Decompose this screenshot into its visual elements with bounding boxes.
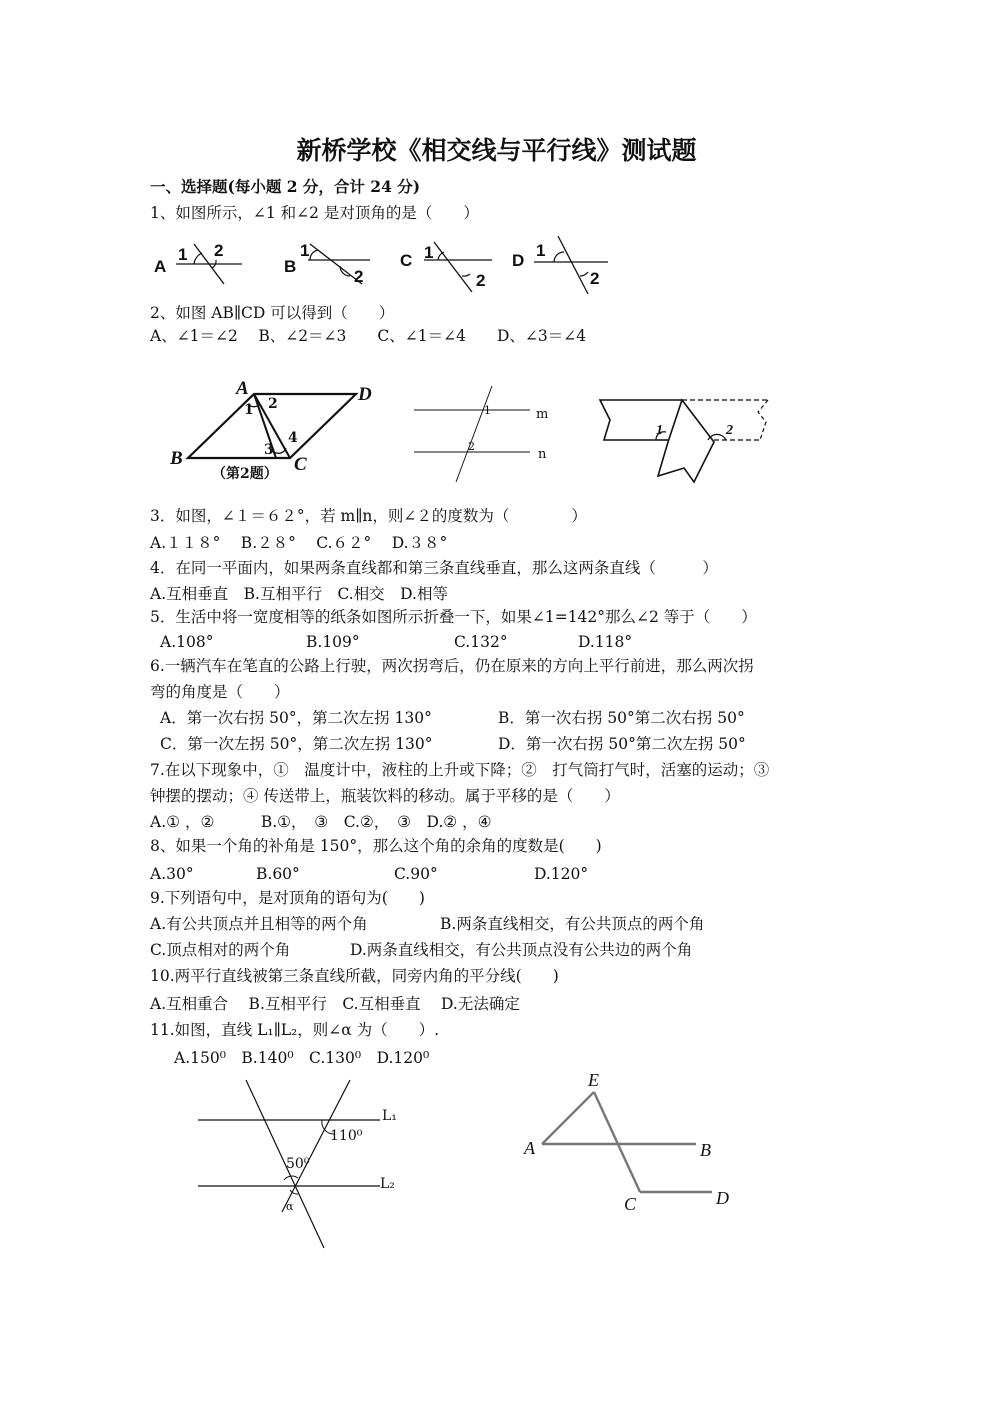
question-4: 4．在同一平面内，如果两条直线都和第三条直线垂直，那么这两条直线（ ） bbox=[150, 559, 718, 577]
question-5: 5．生活中将一宽度相等的纸条如图所示折叠一下，如果∠1=142°那么∠2 等于（ ） bbox=[150, 608, 757, 626]
question-5-option-a: A.108° bbox=[160, 633, 214, 651]
fold-angle-2: 2 bbox=[726, 423, 733, 438]
angle-alpha-label: α bbox=[286, 1200, 294, 1213]
vertex-d: D bbox=[358, 384, 372, 405]
question-8-option-a: A.30° bbox=[150, 865, 194, 883]
q1c-angle-2: 2 bbox=[476, 271, 486, 290]
question-3-options: A.１１８° B.２８° C.６２° D.３８° bbox=[150, 534, 448, 552]
question-6-line2: 弯的角度是（ ） bbox=[150, 683, 290, 701]
question-9-option-b: B.两条直线相交，有公共顶点的两个角 bbox=[440, 915, 705, 933]
question-7-line1: 7.在以下现象中，① 温度计中，液柱的上升或下降；② 打气筒打气时，活塞的运动；③ bbox=[150, 761, 770, 779]
point-c: C bbox=[624, 1194, 637, 1214]
vertex-a: A bbox=[236, 378, 249, 399]
question-5-option-b: B.109° bbox=[306, 633, 360, 651]
question-4-options: A.互相垂直 B.互相平行 C.相交 D.相等 bbox=[150, 585, 448, 603]
question-8: 8、如果一个角的补角是 150°，那么这个角的余角的度数是( ) bbox=[150, 837, 602, 855]
q1-figure-c bbox=[396, 236, 496, 296]
point-a: A bbox=[524, 1138, 535, 1158]
q1-figure-a bbox=[150, 236, 250, 286]
lines-angle-2: 2 bbox=[468, 440, 475, 453]
angle-110-label: 110⁰ bbox=[330, 1128, 363, 1144]
question-6-option-d: D．第一次右拐 50°第二次左拐 50° bbox=[498, 735, 746, 753]
question-5-option-c: C.132° bbox=[454, 633, 508, 651]
q1a-angle-1: 1 bbox=[178, 245, 188, 264]
question-8-option-b: B.60° bbox=[256, 865, 300, 883]
page-title: 新桥学校《相交线与平行线》测试题 bbox=[296, 136, 697, 165]
question-6-option-c: C．第一次左拐 50°，第二次左拐 130° bbox=[160, 735, 433, 753]
para-angle-2: 2 bbox=[268, 396, 278, 412]
question-8-option-c: C.90° bbox=[394, 865, 438, 883]
question-2-options: A、∠1＝∠2 B、∠2＝∠3 C、∠1＝∠4 D、∠3＝∠4 bbox=[150, 327, 587, 345]
para-angle-3: 3 bbox=[264, 442, 274, 458]
question-6-option-a: A．第一次右拐 50°，第二次左拐 130° bbox=[160, 709, 432, 727]
question-7-options: A.① ，② B.①， ③ C.②， ③ D.② ，④ bbox=[150, 813, 492, 831]
vertex-b: B bbox=[170, 448, 183, 469]
question-10-options: A.互相重合 B.互相平行 C.互相垂直 D.无法确定 bbox=[150, 995, 520, 1013]
lines-angle-1: 1 bbox=[484, 404, 491, 417]
question-11: 11.如图，直线 L₁∥L₂，则∠α 为（ ）. bbox=[150, 1021, 440, 1039]
q1-figure-d bbox=[508, 232, 618, 296]
q1b-angle-2: 2 bbox=[354, 267, 364, 286]
parallel-lines-figure bbox=[410, 384, 570, 484]
question-8-option-d: D.120° bbox=[534, 865, 589, 883]
fold-angle-1: 1 bbox=[656, 423, 663, 438]
line-l2-label: L₂ bbox=[380, 1176, 395, 1192]
question-7-line2: 钟摆的摆动；④ 传送带上，瓶装饮料的移动。属于平移的是（ ） bbox=[150, 787, 620, 805]
question-9: 9.下列语句中，是对顶角的语句为( ) bbox=[150, 889, 425, 907]
question-9-option-d: D.两条直线相交，有公共顶点没有公共边的两个角 bbox=[350, 941, 693, 959]
para-angle-4: 4 bbox=[288, 430, 298, 446]
para-angle-1: 1 bbox=[244, 402, 254, 418]
folded-strip-figure bbox=[596, 396, 781, 492]
question-2: 2、如图 AB∥CD 可以得到（ ） bbox=[150, 304, 395, 322]
q1c-angle-1: 1 bbox=[424, 243, 434, 262]
question-9-option-a: A.有公共顶点并且相等的两个角 bbox=[150, 915, 368, 933]
q1a-angle-2: 2 bbox=[214, 241, 224, 260]
question-6-option-b: B．第一次右拐 50°第二次右拐 50° bbox=[498, 709, 745, 727]
question-10: 10.两平行直线被第三条直线所截，同旁内角的平分线( ) bbox=[150, 967, 559, 985]
angle-50-label: 50⁰ bbox=[286, 1156, 310, 1172]
q1-label-b: B bbox=[284, 257, 297, 276]
eabcd-figure bbox=[520, 1068, 770, 1218]
question-9-option-c: C.顶点相对的两个角 bbox=[150, 941, 291, 959]
parallelogram-figure bbox=[168, 378, 388, 488]
question-11-options: A.150⁰ B.140⁰ C.130⁰ D.120⁰ bbox=[174, 1049, 430, 1067]
q1b-angle-1: 1 bbox=[300, 241, 310, 260]
section-heading: 一、选择题(每小题 2 分，合计 24 分) bbox=[150, 177, 421, 196]
vertex-c: C bbox=[294, 454, 307, 475]
q1-figure-b bbox=[280, 236, 380, 286]
question-1: 1、如图所示，∠1 和∠2 是对顶角的是（ ） bbox=[150, 204, 479, 222]
q1-label-c: C bbox=[400, 251, 413, 270]
line-n-label: n bbox=[538, 447, 547, 462]
question-3: 3．如图，∠１＝６２°，若 m∥n，则∠２的度数为（ ） bbox=[150, 507, 587, 525]
point-e: E bbox=[588, 1070, 599, 1090]
q11-figure bbox=[194, 1076, 414, 1252]
question-6-line1: 6.一辆汽车在笔直的公路上行驶，两次拐弯后，仍在原来的方向上平行前进，那么两次拐 bbox=[150, 657, 754, 675]
para-caption: （第2题） bbox=[212, 466, 278, 482]
point-b: B bbox=[700, 1140, 711, 1160]
q1d-angle-1: 1 bbox=[536, 241, 546, 260]
question-5-option-d: D.118° bbox=[578, 633, 633, 651]
q1d-angle-2: 2 bbox=[590, 269, 600, 288]
line-m-label: m bbox=[536, 407, 549, 422]
q1-label-a: A bbox=[154, 257, 167, 276]
line-l1-label: L₁ bbox=[382, 1108, 397, 1124]
point-d: D bbox=[716, 1188, 729, 1208]
q1-label-d: D bbox=[512, 251, 525, 270]
